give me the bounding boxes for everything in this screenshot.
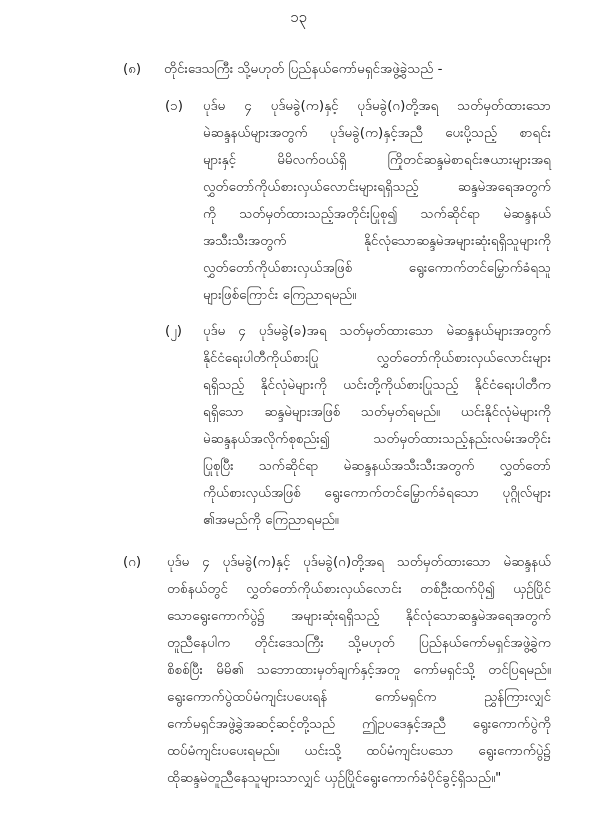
item-marker: (၁) xyxy=(165,99,183,114)
section-marker: (၈) xyxy=(123,62,142,77)
section-marker: (ဂ) xyxy=(123,555,142,570)
page-number: ၁၃ xyxy=(290,8,307,26)
item-marker: (၂) xyxy=(165,324,183,339)
section-heading: တိုင်းဒေသကြီး သို့မဟုတ် ပြည်နယ်ကော်မရှင်အဖွဲ့ခွဲသည် - xyxy=(164,62,443,77)
